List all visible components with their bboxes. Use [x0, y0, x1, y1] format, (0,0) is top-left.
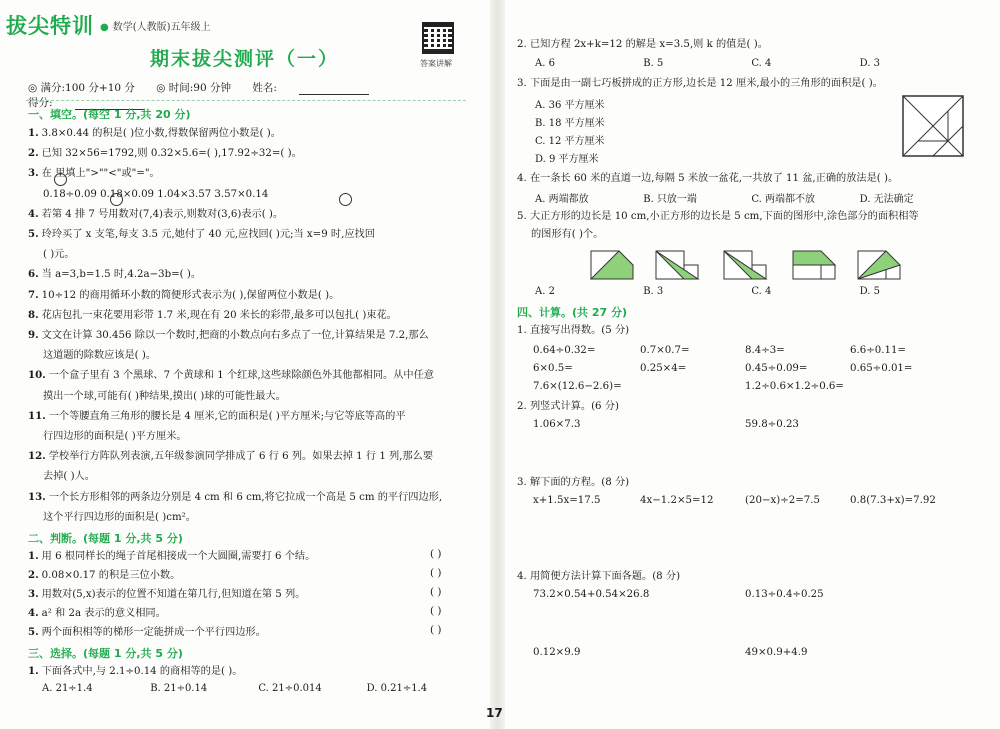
option-a[interactable]: A. 21÷1.4 [42, 683, 93, 694]
section-choice-title: 三、选择。(每题 1 分,共 5 分) [28, 647, 183, 660]
mental-calc-item: 0.25×4= [640, 363, 687, 374]
mental-calc-item: 1.2÷0.6×1.2÷0.6= [745, 381, 844, 392]
calc-q3-item: 0.8(7.3+x)=7.92 [850, 495, 936, 506]
option-b[interactable]: B. 只放一端 [643, 194, 697, 205]
choice-q2-options [535, 58, 880, 69]
page-gutter [490, 0, 505, 729]
calc-q3: 3. 解下面的方程。(8 分) [517, 477, 630, 488]
fill-question-line: ( )元。 [43, 249, 75, 261]
subject-label: ● 数学(人教版)五年级上 [100, 22, 211, 33]
shaded-figure-4 [792, 250, 840, 280]
divider [26, 100, 466, 101]
judge-question: 3. 用数对(5,x)表示的位置不知道在第几行,但知道在第 5 列。 [28, 588, 306, 600]
brand-logo: 拔尖特训 [6, 14, 94, 38]
time-info: ◎ 时间:90 分钟 [156, 82, 232, 94]
fill-question-line: 0.18÷0.09 0.18×0.09 1.04×3.57 3.57×0.14 [43, 188, 269, 200]
option-d[interactable]: D. 9 平方厘米 [535, 154, 599, 165]
calc-q3-item: x+1.5x=17.5 [533, 495, 601, 506]
choice-q3-options [535, 97, 605, 169]
compare-circle[interactable] [110, 193, 123, 206]
fill-question-line: 7. 10÷12 的商用循环小数的简便形式表示为( ),保留两位小数是( )。 [28, 288, 340, 301]
fill-question-line: 行四边形的面积是( )平方厘米。 [43, 431, 187, 442]
judge-question: 4. a² 和 2a 表示的意义相同。 [28, 607, 166, 619]
fill-question-line: 13. 一个长方形相邻的两条边分别是 4 cm 和 6 cm,将它拉成一个高是 5 cm 的平行四边形, [28, 490, 443, 503]
choice-question: 1. 下面各式中,与 2.1÷0.14 的商相等的是( )。 [28, 665, 243, 677]
option-d[interactable]: D. 5 [859, 286, 880, 297]
fill-question-line: 9. 文文在计算 30.456 除以一个数时,把商的小数点向右多点了一位,计算结果是 7.2,那么 [28, 329, 429, 341]
calc-q4: 4. 用简便方法计算下面各题。(8 分) [517, 571, 681, 582]
option-a[interactable]: A. 36 平方厘米 [535, 100, 605, 111]
fill-question-line: 这个平行四边形的面积是( )cm²。 [43, 511, 196, 523]
judge-answer-blank[interactable]: ( ) [430, 567, 442, 579]
qr-code[interactable] [422, 22, 454, 54]
choice-q5-cont: 的图形有( )个。 [531, 229, 604, 240]
calc-q1: 1. 直接写出得数。(5 分) [517, 325, 630, 336]
section-calc-title: 四、计算。(共 27 分) [517, 306, 628, 319]
fill-question-line: 10. 一个盒子里有 3 个黑球、7 个黄球和 1 个红球,这些球除颜色外其他都相同。从中任意 [28, 369, 434, 382]
fill-question-line: 5. 玲玲买了 x 支笔,每支 3.5 元,她付了 40 元,应找回( )元;当 x=9 时,应找回 [28, 228, 375, 240]
calc-q3-item: (20−x)÷2=7.5 [745, 495, 820, 506]
grade-field[interactable]: 得分: [28, 95, 163, 110]
option-c[interactable]: C. 两端都不放 [751, 194, 816, 205]
mental-calc-item: 6×0.5= [533, 363, 573, 374]
mental-calc-item: 8.4÷3= [745, 345, 785, 356]
option-d[interactable]: D. 0.21÷1.4 [366, 683, 428, 694]
judge-question: 2. 0.08×0.17 的积是三位小数。 [28, 569, 181, 581]
mental-calc-item: 0.64÷0.32= [533, 345, 596, 356]
fill-question-line: 这道题的除数应该是( )。 [43, 350, 157, 362]
calc-q4-item: 73.2×0.54+0.54×26.8 [533, 589, 650, 600]
calc-q4-item: 0.13÷0.4÷0.25 [745, 589, 824, 600]
mental-calc-item: 7.6×(12.6−2.6)= [533, 381, 622, 392]
judge-question: 1. 用 6 根同样长的绳子首尾相接成一个大圆圈,需要打 6 个结。 [28, 550, 316, 562]
choice-q5-options [535, 286, 880, 297]
option-b[interactable]: B. 5 [643, 58, 664, 69]
compare-circle[interactable] [54, 173, 67, 186]
option-a[interactable]: A. 6 [535, 58, 555, 69]
section-fill-title: 一、填空。(每空 1 分,共 20 分) [28, 108, 191, 121]
tangram-figure [902, 95, 964, 157]
option-b[interactable]: B. 21÷0.14 [150, 683, 208, 694]
left-page [0, 0, 490, 729]
page-title: 期末拔尖测评（一） [150, 48, 340, 70]
choice-options [42, 683, 427, 694]
fill-question-line: 摸出一个球,可能有( )种结果,摸出( )球的可能性最大。 [43, 390, 286, 402]
judge-answer-blank[interactable]: ( ) [430, 548, 442, 560]
choice-q3: 3. 下面是由一副七巧板拼成的正方形,边长是 12 厘米,最小的三角形的面积是( )。 [517, 78, 883, 89]
choice-q2: 2. 已知方程 2x+k=12 的解是 x=3.5,则 k 的值是( )。 [517, 39, 768, 50]
mental-calc-item: 0.45÷0.09= [745, 363, 808, 374]
shaded-figure-2 [655, 250, 703, 280]
mental-calc-item: 0.65÷0.01= [850, 363, 913, 374]
qr-label: 答案讲解 [420, 59, 452, 68]
option-c[interactable]: C. 4 [751, 286, 772, 297]
shaded-figure-3 [723, 250, 771, 280]
option-a[interactable]: A. 两端都放 [535, 194, 589, 205]
mental-calc-item: 0.7×0.7= [640, 345, 690, 356]
page-number: 17 [486, 706, 503, 720]
option-c[interactable]: C. 4 [751, 58, 772, 69]
calc-q3-item: 4x−1.2×5=12 [640, 495, 714, 506]
choice-q4: 4. 在一条长 60 米的直道一边,每隔 5 米放一盆花,一共放了 11 盆,正确的放法是( )。 [517, 173, 899, 184]
option-b[interactable]: B. 3 [643, 286, 664, 297]
name-field[interactable]: 姓名: [252, 80, 387, 95]
fill-question-line: 1. 3.8×0.44 的积是( )位小数,得数保留两位小数是( )。 [28, 127, 281, 139]
judge-question: 5. 两个面积相等的梯形一定能拼成一个平行四边形。 [28, 626, 266, 638]
calc-q4-item: 49×0.9+4.9 [745, 647, 808, 658]
fill-question-line: 2. 已知 32×56=1792,则 0.32×5.6=( ),17.92÷32=( )。 [28, 147, 302, 160]
option-c[interactable]: C. 21÷0.014 [258, 683, 322, 694]
fill-question-line: 4. 若第 4 排 7 号用数对(7,4)表示,则数对(3,6)表示( )。 [28, 207, 284, 220]
compare-circle[interactable] [339, 193, 352, 206]
score-info: ◎ 满分:100 分+10 分 [28, 82, 135, 94]
option-c[interactable]: C. 12 平方厘米 [535, 136, 605, 147]
judge-answer-blank[interactable]: ( ) [430, 624, 442, 636]
fill-question-line: 11. 一个等腰直角三角形的腰长是 4 厘米,它的面积是( )平方厘米;与它等底等高的平 [28, 409, 406, 422]
option-d[interactable]: D. 无法确定 [859, 194, 914, 205]
fill-question-line: 6. 当 a=3,b=1.5 时,4.2a−3b=( )。 [28, 268, 202, 281]
fill-question-line: 去掉( )人。 [43, 471, 95, 483]
mental-calc-item: 6.6÷0.11= [850, 345, 906, 356]
calc-q2-item: 59.8÷0.23 [745, 419, 799, 430]
shaded-figure-5 [857, 250, 905, 280]
calc-q4-item: 0.12×9.9 [533, 647, 581, 658]
judge-answer-blank[interactable]: ( ) [430, 586, 442, 598]
calc-q2: 2. 列竖式计算。(6 分) [517, 401, 619, 412]
fill-question-line: 8. 花店包扎一束花要用彩带 1.7 米,现在有 20 米长的彩带,最多可以包扎( )束花。 [28, 308, 397, 321]
calc-q2-item: 1.06×7.3 [533, 419, 581, 430]
shaded-figure-1 [590, 250, 638, 280]
option-b[interactable]: B. 18 平方厘米 [535, 118, 605, 129]
option-a[interactable]: A. 2 [535, 286, 555, 297]
option-d[interactable]: D. 3 [859, 58, 880, 69]
section-judge-title: 二、判断。(每题 1 分,共 5 分) [28, 532, 183, 545]
choice-q4-options [535, 190, 914, 205]
judge-answer-blank[interactable]: ( ) [430, 605, 442, 617]
fill-question-line: 12. 学校举行方阵队列表演,五年级参演同学排成了 6 行 6 列。如果去掉 1 行 1 列,那么要 [28, 450, 434, 463]
fill-question-line: 3. 在 里填上">""<"或"="。 [28, 167, 160, 180]
choice-q5: 5. 大正方形的边长是 10 cm,小正方形的边长是 5 cm,下面的图形中,涂色部分的面积相等 [517, 211, 919, 222]
